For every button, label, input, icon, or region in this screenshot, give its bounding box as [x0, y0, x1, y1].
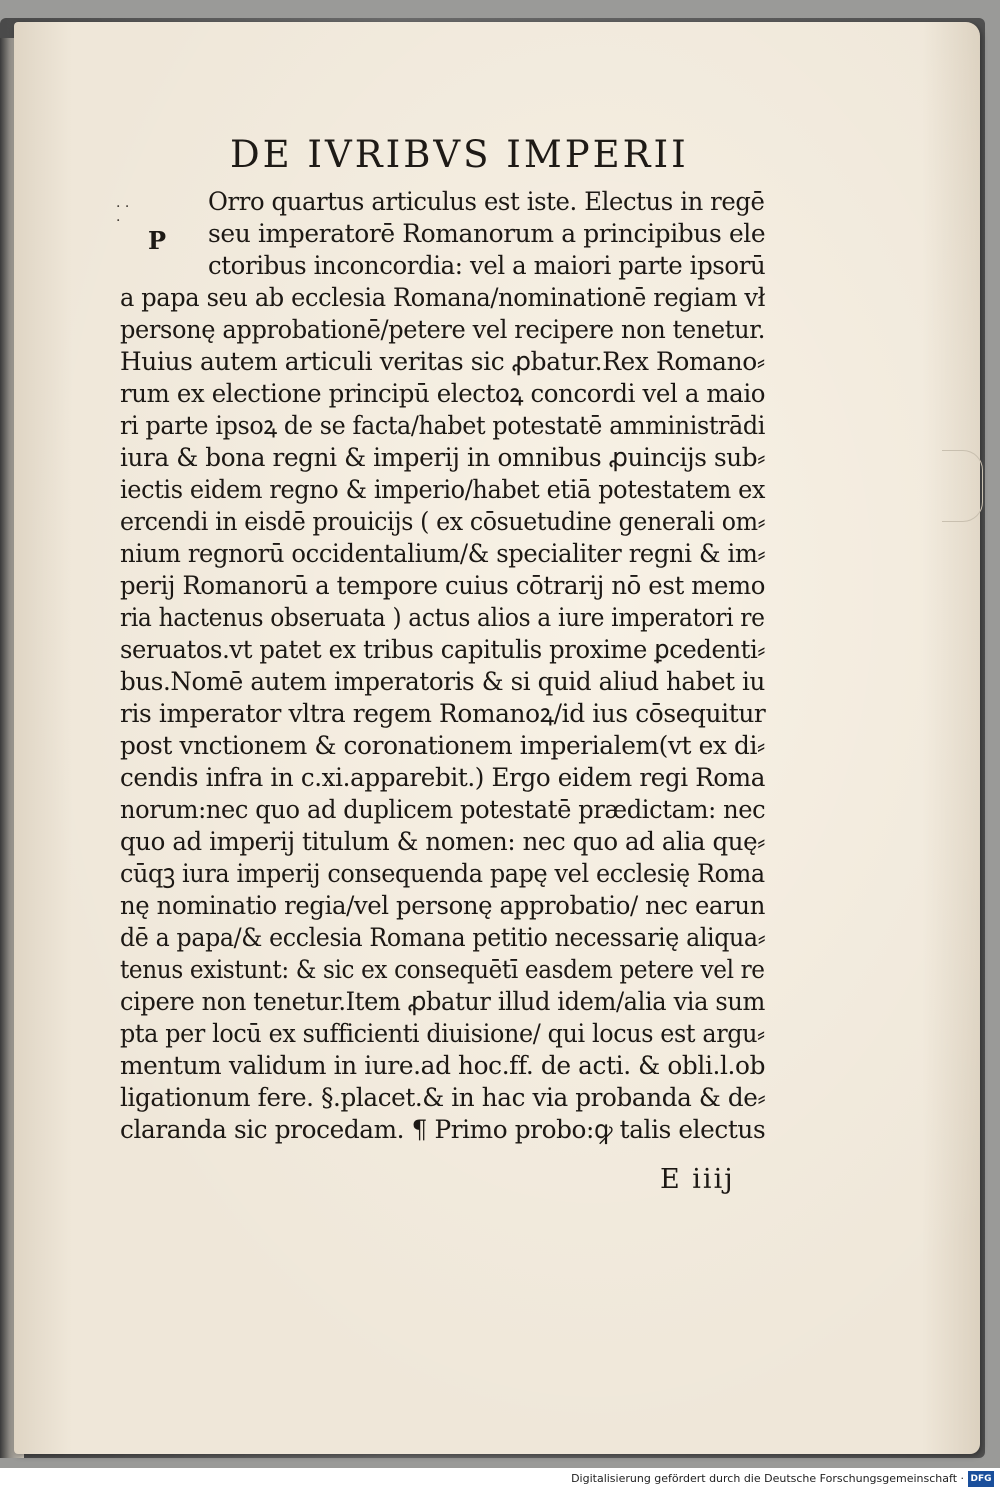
text-line: cendis infra in c.xi.apparebit.) Ergo eidem regi Roma	[120, 763, 766, 793]
text-line: cūqꝫ iura imperij consequenda papę vel ecclesię Roma	[120, 859, 765, 889]
text-line: ligationum fere. §.placet.& in hac via probanda & de⸗	[120, 1083, 766, 1113]
text-line: ctoribus inconcordia: vel a maiori parte ipsorū	[208, 251, 766, 281]
margin-marks: · · ·	[116, 199, 130, 229]
text-line: mentum validum in iure.ad hoc.ff. de acti. & obli.l.ob	[120, 1051, 766, 1081]
text-line: seu imperatorē Romanorum a principibus ele	[208, 219, 766, 249]
text-line: perij Romanorū a tempore cuius cōtrarij nō est memo	[120, 571, 766, 601]
text-line: Huius autem articuli veritas sic ꝓbatur.Rex Romano⸗	[120, 347, 765, 377]
text-line: nę nominatio regia/vel personę approbatio/ nec earun	[120, 891, 765, 921]
text-line: tenus existunt: & sic ex consequētī easdem petere vel re	[120, 955, 765, 985]
text-line: ercendi in eisdē prouicijs ( ex cōsuetudine generali om⸗	[120, 507, 766, 537]
text-line: iectis eidem regno & imperio/habet etiā potestatem ex	[120, 475, 766, 505]
text-line: seruatos.vt patet ex tribus capitulis proxime ꝑcedenti⸗	[120, 635, 766, 665]
text-line: cipere non tenetur.Item ꝓbatur illud idem/alia via sum	[120, 987, 765, 1017]
text-line: pta per locū ex sufficienti diuisione/ qui locus est argu⸗	[120, 1019, 765, 1049]
text-line: norum:nec quo ad duplicem potestatē prædictam: nec	[120, 795, 766, 825]
drop-cap-initial: P	[148, 226, 167, 255]
text-line: rum ex electione principū electoꝝ concordi vel a maio	[120, 379, 766, 409]
text-line: post vnctionem & coronationem imperialem(vt ex di⸗	[120, 731, 765, 761]
text-line: a papa seu ab ecclesia Romana/nominationē regiam vł	[120, 283, 766, 313]
page-heading: DE IVRIBVS IMPERII	[230, 133, 689, 176]
dfg-logo-icon: DFG	[968, 1471, 994, 1487]
text-line: ria hactenus obseruata ) actus alios a iure imperatori re	[120, 603, 765, 633]
text-line: iura & bona regni & imperij in omnibus ꝓuincijs sub⸗	[120, 443, 766, 473]
text-line: personę approbationē/petere vel recipere non tenetur.	[120, 315, 765, 345]
text-line: dē a papa/& ecclesia Romana petitio necessarię aliqua⸗	[120, 923, 766, 953]
text-line: Orro quartus articulus est iste. Electus in regē	[208, 187, 765, 217]
text-line: claranda sic procedam. ¶ Primo probo:ꝙ talis electus	[120, 1115, 766, 1145]
text-line: nium regnorū occidentalium/& specialiter regni & im⸗	[120, 539, 766, 569]
footer-bar	[0, 1468, 1000, 1492]
text-line: ris imperator vltra regem Romanoꝝ/id ius cōsequitur	[120, 699, 766, 729]
signature-mark: E iiij	[660, 1164, 735, 1195]
text-line: quo ad imperij titulum & nomen: nec quo ad alia quę⸗	[120, 827, 765, 857]
text-line: bus.Nomē autem imperatoris & si quid aliud habet iu	[120, 667, 765, 697]
funding-credit: Digitalisierung gefördert durch die Deutsche Forschungsgemeinschaft ·	[571, 1472, 964, 1485]
text-line: ri parte ipsoꝝ de se facta/habet potestatē amministrādi	[120, 411, 766, 441]
